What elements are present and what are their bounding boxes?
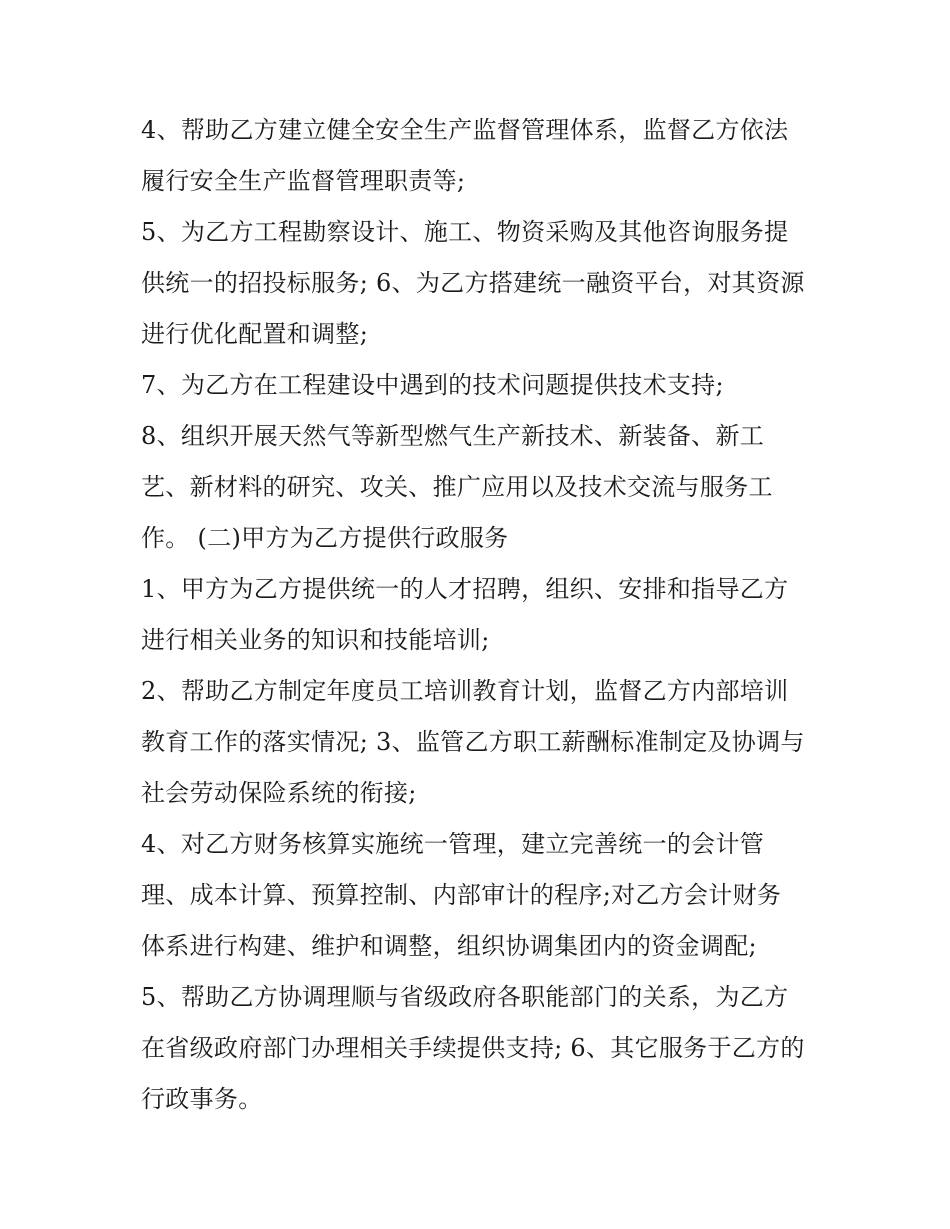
text-line: 体系进行构建、维护和调整，组织协调集团内的资金调配; — [141, 932, 757, 960]
text-line: 8、组织开展天然气等新型燃气生产新技术、新装备、新工 — [141, 422, 765, 450]
text-line: 理、成本计算、预算控制、内部审计的程序;对乙方会计财务 — [141, 881, 782, 909]
document-body — [141, 105, 821, 1125]
text-line: 1、甲方为乙方提供统一的人才招聘，组织、安排和指导乙方 — [141, 575, 789, 603]
text-line: 供统一的招投标服务; 6、为乙方搭建统一融资平台，对其资源 — [141, 269, 805, 297]
text-line: 5、帮助乙方协调理顺与省级政府各职能部门的关系，为乙方 — [141, 983, 789, 1011]
section-heading-line: 作。 (二)甲方为乙方提供行政服务 — [141, 524, 509, 552]
text-line: 进行优化配置和调整; — [141, 320, 369, 348]
text-line: 4、帮助乙方建立健全安全生产监督管理体系，监督乙方依法 — [141, 116, 789, 144]
text-line: 进行相关业务的知识和技能培训; — [141, 626, 490, 654]
text-line: 5、为乙方工程勘察设计、施工、物资采购及其他咨询服务提 — [141, 218, 789, 246]
text-line: 7、为乙方在工程建设中遇到的技术问题提供技术支持; — [141, 371, 724, 399]
text-line: 教育工作的落实情况; 3、监管乙方职工薪酬标准制定及协调与 — [141, 728, 805, 756]
text-line: 在省级政府部门办理相关手续提供支持; 6、其它服务于乙方的 — [141, 1034, 805, 1062]
text-line: 4、对乙方财务核算实施统一管理，建立完善统一的会计管 — [141, 830, 765, 858]
text-line: 2、帮助乙方制定年度员工培训教育计划，监督乙方内部培训 — [141, 677, 789, 705]
text-line: 艺、新材料的研究、攻关、推广应用以及技术交流与服务工 — [141, 473, 773, 501]
text-line: 社会劳动保险系统的衔接; — [141, 779, 417, 807]
text-line: 行政事务。 — [141, 1085, 263, 1113]
text-line: 履行安全生产监督管理职责等; — [141, 167, 466, 195]
